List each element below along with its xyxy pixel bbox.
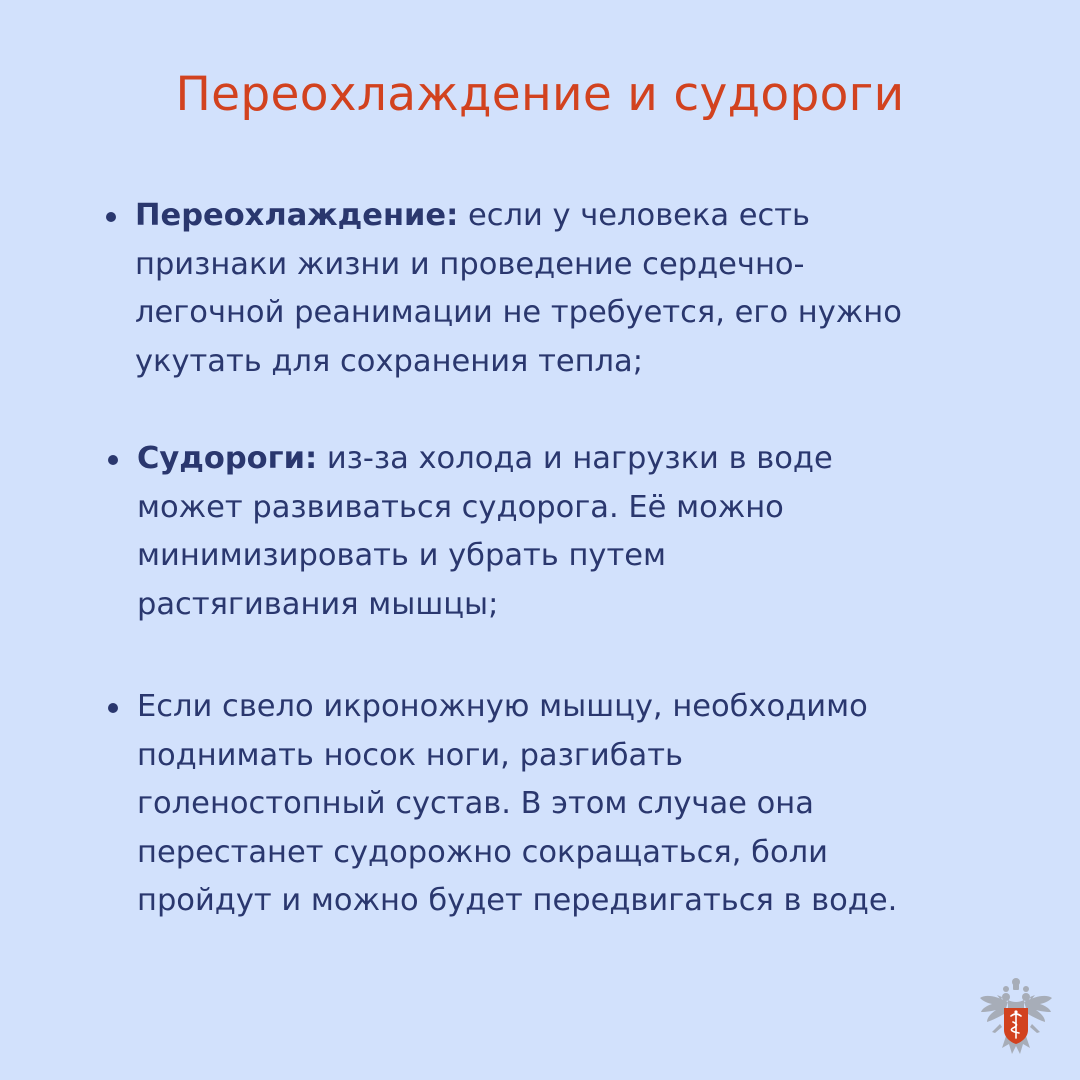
list-item-calf-cramp <box>137 683 1017 926</box>
page-title: Переохлаждение и судороги <box>175 67 905 122</box>
item-line: растягивания мышцы; <box>137 586 499 622</box>
item-line <box>135 192 1015 241</box>
item-lead: Судороги: <box>137 441 318 476</box>
bullet-dot-icon <box>108 455 118 465</box>
item-text: из-за холода и нагрузки в воде <box>317 441 833 476</box>
item-line: минимизировать и убрать путем <box>137 538 666 573</box>
item-line: поднимать носок ноги, разгибать <box>137 737 683 773</box>
item-line: укутать для сохранения тепла; <box>135 343 644 379</box>
item-line: может развиваться судорога. Её можно <box>137 489 784 525</box>
item-line: пройдут и можно будет передвигаться в воде. <box>137 883 898 918</box>
bullet-dot-icon <box>106 212 116 222</box>
item-line: Если свело икроножную мышцу, необходимо <box>137 689 868 724</box>
item-lead: Переохлаждение: <box>135 198 459 233</box>
item-line: перестанет судорожно сокращаться, боли <box>137 834 828 870</box>
item-text: если у человека есть <box>458 198 811 233</box>
bullet-dot-icon <box>108 703 118 713</box>
list-item-cramps <box>137 435 1017 629</box>
eagle-caduceus-emblem-icon <box>978 976 1054 1060</box>
item-line: легочной реанимации не требуется, его нужно <box>135 295 902 330</box>
item-line <box>137 435 1017 484</box>
item-line: признаки жизни и проведение сердечно- <box>135 246 805 282</box>
list-item-hypothermia <box>135 192 1015 386</box>
item-line: голеностопный сустав. В этом случае она <box>137 786 814 821</box>
